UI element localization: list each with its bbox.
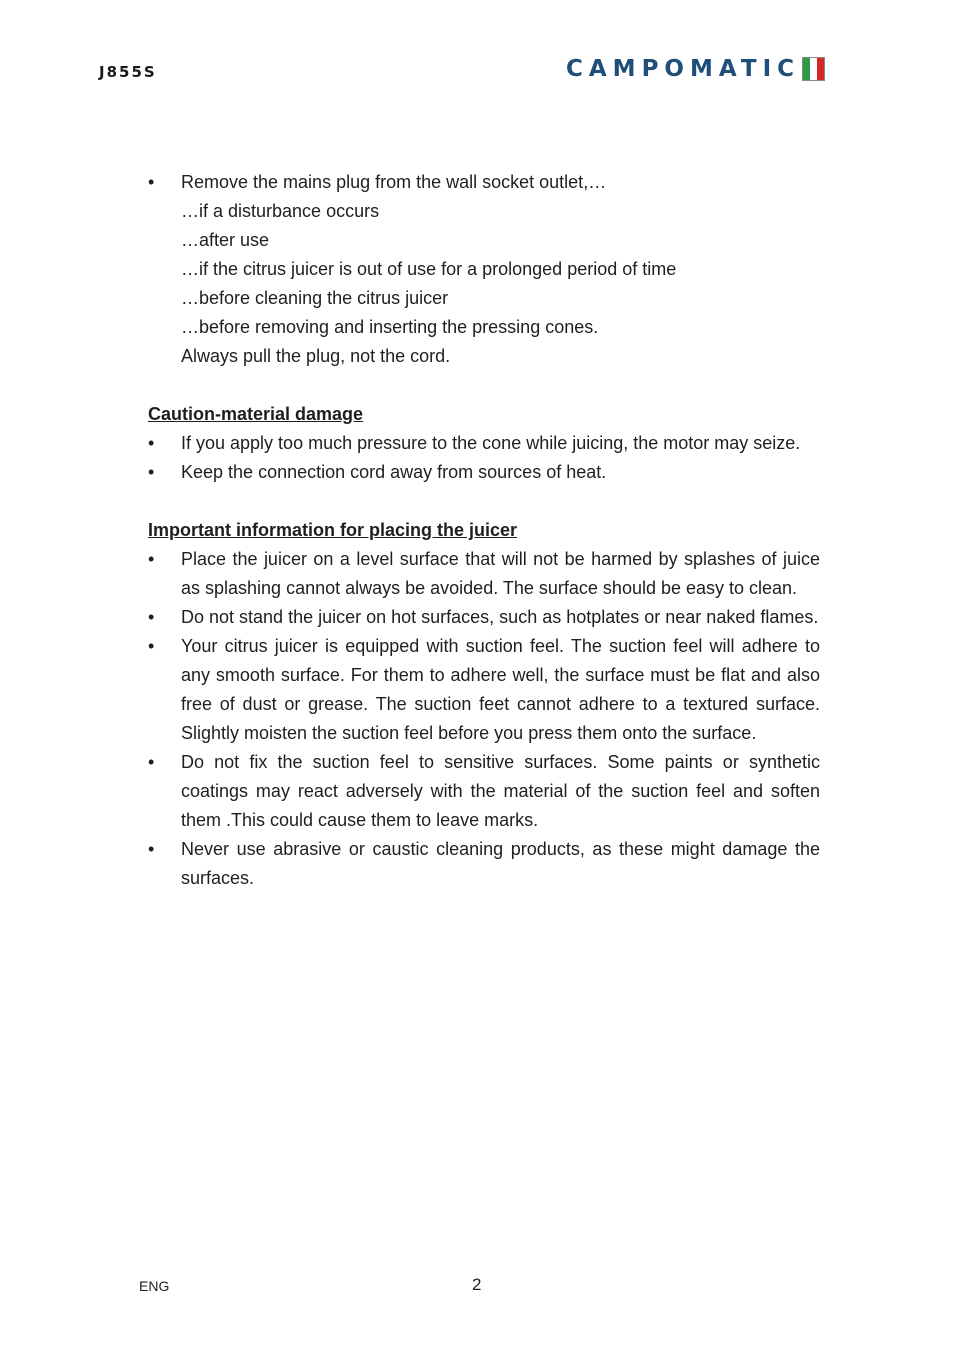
flag-stripe-green — [803, 58, 810, 80]
list-item: • Your citrus juicer is equipped with suction feel. The suction feel will adhere to any smooth surface. For them to adhere well, the surface must be flat and also free of dust or grease. The suction feet cannot adhere to a textured surface. Slightly moisten the suction feel before you press them onto the surface. — [148, 632, 820, 748]
campomatic-logo — [566, 56, 825, 82]
section-heading-caution: Caution-material damage — [148, 404, 364, 424]
bullet-icon: • — [148, 433, 155, 453]
flag-stripe-red — [817, 58, 824, 80]
footer-language: ENG — [139, 1278, 170, 1294]
list-item: • Do not stand the juicer on hot surfaces, such as hotplates or near naked flames. — [148, 603, 820, 632]
list-item: • Keep the connection cord away from sources of heat. — [148, 458, 820, 487]
model-number: J855S — [99, 63, 157, 81]
list-item: • Remove the mains plug from the wall socket outlet,… — [148, 168, 820, 197]
bullet-icon: • — [148, 636, 155, 656]
flag-stripe-white — [810, 58, 817, 80]
list-item: • Place the juicer on a level surface that will not be harmed by splashes of juice as splashing cannot always be avoided. The surface should be easy to clean. — [148, 545, 820, 603]
bullet-icon: • — [148, 549, 155, 569]
bullet-icon: • — [148, 462, 155, 482]
sub-item: …after use — [181, 230, 270, 250]
bullet-icon: • — [148, 172, 155, 192]
page-number: 2 — [472, 1275, 482, 1294]
sub-item-note: Always pull the plug, not the cord. — [181, 346, 451, 366]
sub-item: …before removing and inserting the pressing cones. — [181, 317, 599, 337]
logo-text: CAMPOMATIC — [566, 56, 801, 82]
list-item: • Do not fix the suction feel to sensitive surfaces. Some paints or synthetic coatings may react adversely with the material of the suction feel and soften them .This could cause them to leave marks. — [148, 748, 820, 835]
list-item: • If you apply too much pressure to the cone while juicing, the motor may seize. — [148, 429, 820, 458]
list-item: • Never use abrasive or caustic cleaning products, as these might damage the surfaces. — [148, 835, 820, 893]
sub-item: …if a disturbance occurs — [181, 201, 380, 221]
sub-item: …if the citrus juicer is out of use for a prolonged period of time — [181, 259, 677, 279]
bullet-icon: • — [148, 839, 155, 859]
section-heading-placement: Important information for placing the juicer — [148, 520, 518, 540]
sub-item: …before cleaning the citrus juicer — [181, 288, 449, 308]
bullet-icon: • — [148, 752, 155, 772]
bullet-icon: • — [148, 607, 155, 627]
italian-flag-icon — [802, 57, 825, 81]
page-content — [148, 168, 820, 893]
